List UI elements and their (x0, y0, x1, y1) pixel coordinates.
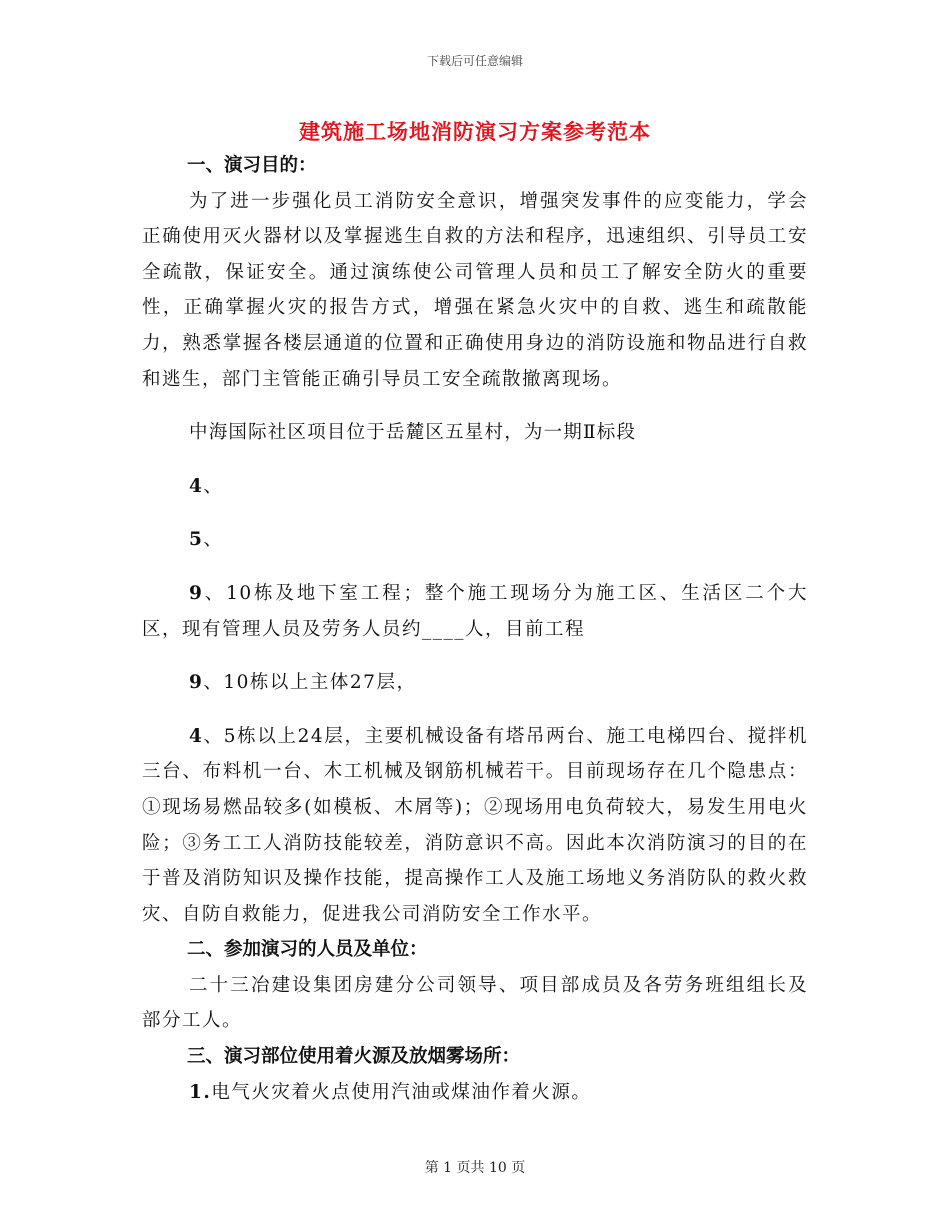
paragraph-gap (142, 647, 808, 665)
paragraph-gap (142, 701, 808, 719)
list-number: 1. (189, 1081, 212, 1103)
list-number: 9 (189, 672, 204, 694)
section-2-paragraph: 二十三冶建设集团房建分公司领导、项目部成员及各劳务班组组长及部分工人。 (142, 974, 808, 1032)
list-number: 9 (189, 582, 204, 604)
document-title: 建筑施工场地消防演习方案参考范本 (299, 119, 651, 144)
list-number: 4 (189, 725, 204, 747)
section-2-heading: 二、参加演习的人员及单位： (187, 939, 428, 961)
list-text: 、5栋以上24层，主要机械设备有塔吊两台、施工电梯四台、搅拌机三台、布料机一台、木工机械及钢筋机械若干。目前现场存在几个隐患点：①现场易燃品较多(如模板、木屑等)；②现场用电负荷较大，易发生用电火险；③务工工人消防技能较差，消防意识不高。因此本次消防演习的目的在于普及消防知识及操作技能，提高操作工人及施工场地义务消防队的救火救灾、自防自救能力，促进我公司消防安全工作水平。 (142, 725, 808, 925)
list-text: 、10栋以上主体27层， (203, 672, 417, 694)
page-footer: 第 1 页共 10 页 (424, 1160, 526, 1176)
list-item-4a (142, 469, 808, 505)
list-text: 、10栋及地下室工程；整个施工现场分为施工区、生活区二个大区，现有管理人员及劳务人员约____人，目前工程 (142, 582, 808, 640)
list-item-4b (142, 719, 808, 933)
list-number: 5 (189, 529, 204, 551)
list-item-9b (142, 665, 808, 701)
list-item-9a (142, 576, 808, 647)
paragraph-gap (142, 558, 808, 576)
section-1-heading: 一、演习目的： (187, 155, 317, 176)
list-text: 电气火灾着火点使用汽油或煤油作着火源。 (211, 1081, 592, 1103)
list-text: 、 (203, 529, 224, 551)
section-1-paragraph-1: 为了进一步强化员工消防安全意识，增强突发事件的应变能力，学会正确使用灭火器材以及掌握逃生自救的方法和程序，迅速组织、引导员工安全疏散，保证安全。通过演练使公司管理人员和员工了解安全防火的重要性，正确掌握火灾的报告方式，增强在紧急火灾中的自救、逃生和疏散能力，熟悉掌握各楼层通道的位置和正确使用身边的消防设施和物品进行自救和逃生，部门主管能正确引导员工安全疏散撤离现场。 (142, 190, 808, 390)
paragraph-gap (142, 451, 808, 469)
section-1-paragraph-2: 中海国际社区项目位于岳麓区五星村，为一期Ⅱ标段 (189, 422, 637, 444)
section-3-item-1 (142, 1075, 808, 1111)
paragraph-gap (142, 397, 808, 415)
section-3-heading: 三、演习部位使用着火源及放烟雾场所： (187, 1046, 521, 1068)
list-text: 、 (203, 475, 224, 497)
document-body (142, 148, 808, 1110)
list-item-5 (142, 522, 808, 558)
header-note: 下载后可任意编辑 (426, 54, 523, 68)
list-number: 4 (189, 475, 204, 497)
paragraph-gap (142, 504, 808, 522)
